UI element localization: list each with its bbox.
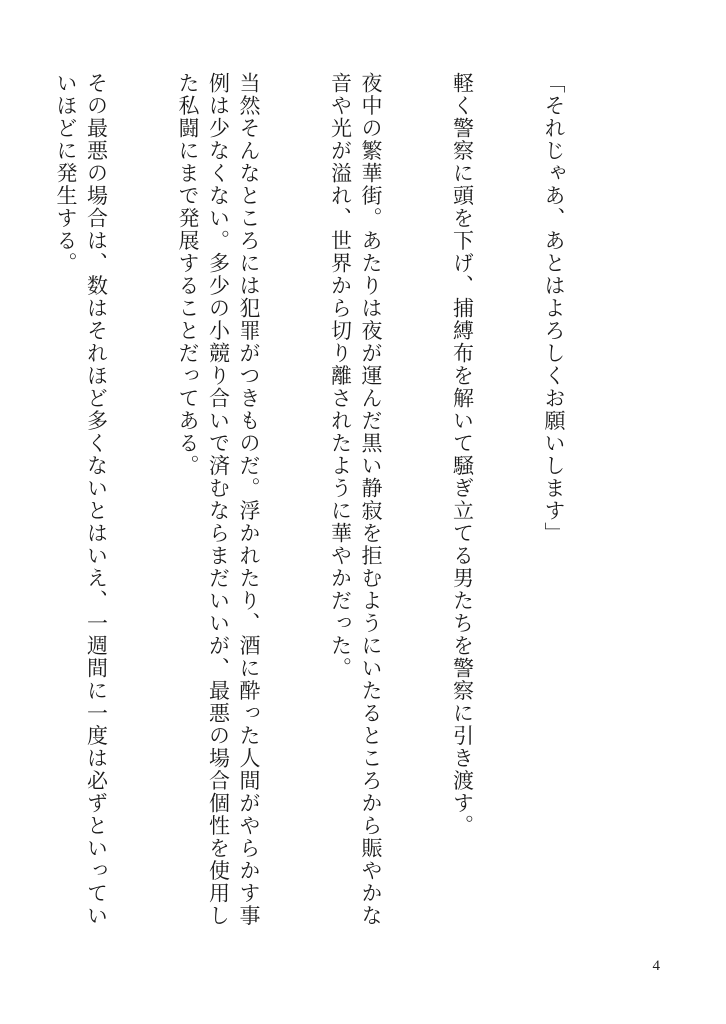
paragraph-1: 「それじゃあ、あとはよろしくお願いします」	[542, 72, 566, 545]
paragraph-5: その最悪の場合は、数はそれほど多くないとはいえ、一週間に一度は必ずといっていいほどに発生する。	[54, 72, 109, 927]
body-text	[0, 72, 630, 932]
paragraph-2: 軽く警察に頭を下げ、捕縛布を解いて騒ぎ立てる男たちを警察に引き渡す。	[450, 72, 475, 837]
page-number: 4	[652, 958, 660, 974]
paragraph-4: 当然そんなところには犯罪がつきものだ。浮かれたり、酒に酔った人間がやらかす事例は少なくない。多少の小競り合いで済むならまだいいが、最悪の場合個性を使用した私闘にまで発展することだってある。	[176, 72, 261, 927]
paragraph-3: 夜中の繁華街。あたりは夜が運んだ黒い静寂を拒むようにいたるところから賑やかな音や光が溢れ、世界から切り離されたように華やかだった。	[328, 72, 383, 927]
